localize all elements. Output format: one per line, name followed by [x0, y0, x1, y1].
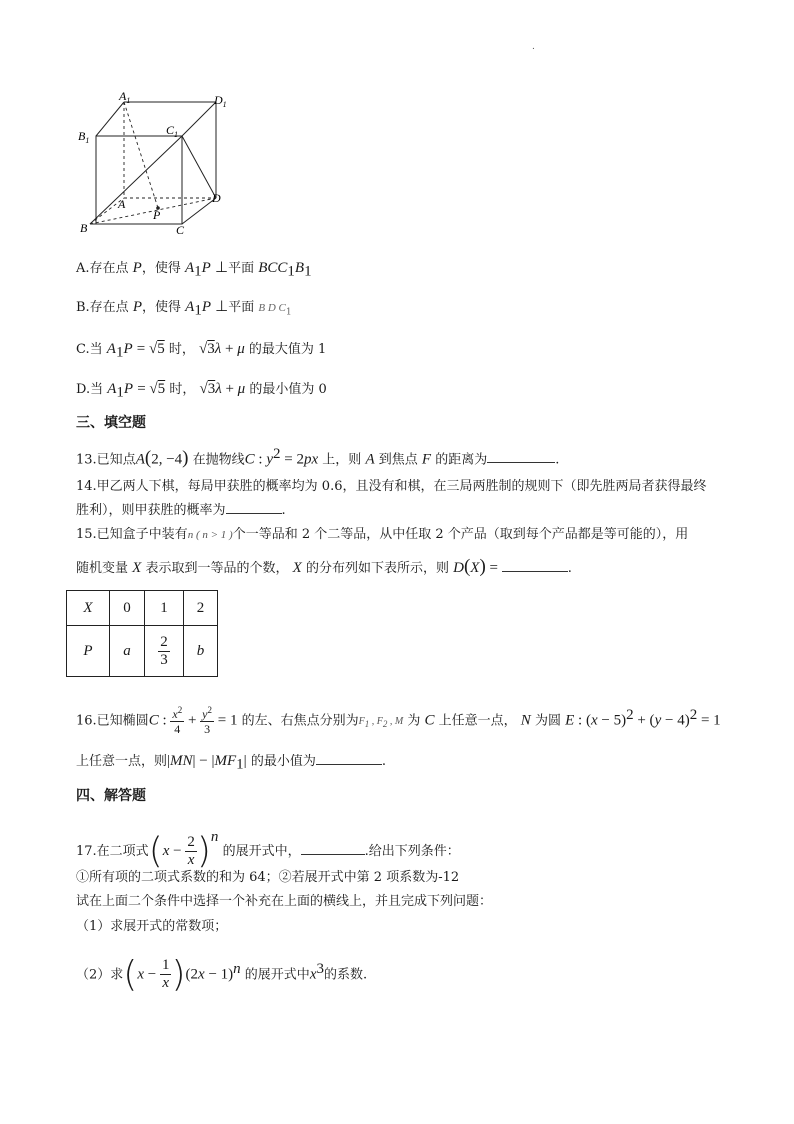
q15-line1-prefix: 15.已知盒子中装有	[76, 527, 188, 542]
q17-part1: （1）求展开式的常数项；	[76, 919, 228, 934]
q16-end: .	[381, 754, 386, 769]
option-c-prefix: C.当	[76, 342, 103, 357]
corner-dot: .	[532, 42, 535, 52]
q15-answer-blank[interactable]	[502, 559, 568, 572]
question-15-line1: 15.已知盒子中装有n ( n > 1 )个一等品和 2 个二等品，从中任取 2 个产品（取到每个产品都是等可能的），用	[76, 527, 689, 542]
q13-answer-blank[interactable]	[487, 450, 555, 463]
q14-answer-blank[interactable]	[226, 501, 282, 514]
option-c: C.当 $A_1P = √5$ 时， √3λ + μ 的最大值为 1	[76, 341, 327, 361]
q16-line2-suffix: 的最小值为	[250, 754, 316, 769]
q14-line2-prefix: 胜利），则甲获胜的概率为	[76, 503, 226, 518]
table-cell: P	[83, 642, 93, 659]
table-row	[67, 591, 218, 626]
q16-answer-blank[interactable]	[316, 752, 382, 765]
q17-instruction: 试在上面二个条件中选择一个补充在上面的横线上，并且完成下列问题：	[76, 894, 493, 909]
table-row	[67, 626, 218, 677]
section-heading-fill-in: 三、填空题	[76, 415, 146, 431]
q14-end: .	[281, 503, 286, 518]
section-heading-answer: 四、解答题	[76, 788, 146, 804]
q15-line2-mid: 表示取到一等品的个数，	[145, 561, 289, 576]
option-b-mid: ，使得	[142, 300, 182, 315]
option-a: A.存在点 P，使得 $A_1P$ ⊥平面 $BCC_1B_1$	[76, 260, 312, 280]
q16-mid4: 为圆	[534, 713, 561, 729]
q13-mid1: 在抛物线	[192, 452, 245, 468]
label-c: C	[176, 223, 185, 237]
label-c1: $C_1$	[166, 123, 179, 139]
q16-mid2: 为	[407, 713, 421, 729]
distribution-table	[66, 590, 218, 677]
q17-part2-mid: 的展开式中	[244, 967, 310, 983]
option-b-prefix: B.存在点	[76, 300, 129, 315]
q17-part2-prefix: （2）求	[76, 967, 124, 983]
q13-mid2: 上，则	[322, 452, 362, 468]
q17-part2: （2）求(x − $\frac{1}{x}$ )$(2x - 1)^n$ 的展开式中$x^3$的系数.	[76, 953, 368, 995]
q17-prefix: 17.在二项式	[76, 844, 149, 859]
q16-prefix: 16.已知椭圆	[76, 713, 149, 729]
table-cell: 1	[160, 599, 168, 616]
question-17: 17.在二项式(x − $\frac{2}{x}$ )$^n$ 的展开式中， .给出下列条件：	[76, 829, 460, 872]
option-d: D.当 $A_1P = √5$ 时， √3λ + μ 的最小值为 0	[76, 381, 327, 401]
table-cell: 2	[196, 599, 205, 616]
q16-line2-prefix: 上任意一点，则	[76, 754, 168, 769]
label-a: A	[118, 197, 126, 211]
question-15-line2: 随机变量 X 表示取到一等品的个数， X 的分布列如下表所示，则 D(X) = .	[76, 556, 572, 577]
cube-figure	[76, 92, 236, 242]
q16-mid3: 上任意一点，	[438, 713, 517, 729]
option-b: B.存在点 P，使得 $A_1P$ ⊥平面 B D $C_1$	[76, 299, 292, 319]
q17-answer-blank[interactable]	[301, 842, 365, 855]
option-a-prefix: A.存在点	[76, 261, 129, 276]
q16-mid1: 的左、右焦点分别为	[241, 713, 359, 729]
label-d1: $D_1$	[214, 93, 227, 109]
table-cell: 0	[123, 599, 131, 616]
q15-line2-mid2: 的分布列如下表所示，则	[305, 561, 449, 576]
q13-prefix: 13.已知点	[76, 452, 136, 468]
q13-mid3: 到焦点	[378, 452, 418, 468]
question-16-line1: 16.已知椭圆C : $\frac{x^2}{4}$ + $\frac{y^2}{3}$ = 1 的左、右焦点分别为$F_1$ , $F_2$ , M 为 C 上任意一点， N 为圆 E : $(x - 5)^2 + (y - 4)^2 = 1$	[76, 705, 721, 737]
option-a-mid: ，使得	[141, 261, 181, 276]
table-cell: X	[83, 599, 93, 616]
option-d-prefix: D.当	[76, 382, 104, 397]
label-b: B	[80, 221, 88, 235]
option-a-suffix: 平面	[228, 261, 255, 276]
label-a1: $A_1$	[119, 92, 131, 105]
label-d: D	[212, 191, 221, 205]
question-14-line1: 14.甲乙两人下棋，每局甲获胜的概率均为 0.6，且没有和棋，在三局两胜制的规则下（即先胜两局者获得最终	[76, 479, 707, 494]
option-c-mid: 时，	[168, 342, 195, 357]
q13-end: .	[555, 452, 560, 468]
q15-line1-suffix: 个一等品和 2 个二等品，从中任取 2 个产品（取到每个产品都是等可能的），用	[232, 527, 689, 542]
option-b-suffix: 平面	[228, 300, 255, 315]
q17-part2-suffix: 的系数.	[323, 967, 368, 983]
table-cell: b	[196, 642, 205, 659]
option-c-suffix: 的最大值为 1	[248, 342, 327, 357]
q15-end: .	[567, 561, 572, 576]
label-p: P	[153, 208, 161, 222]
option-d-suffix: 的最小值为 0	[249, 382, 327, 397]
question-14-line2	[76, 501, 286, 520]
q17-suffix: .给出下列条件：	[364, 844, 460, 859]
q17-mid: 的展开式中，	[222, 844, 301, 859]
question-16-line2: 上任意一点，则$|MN| - |MF_1|$ 的最小值为 .	[76, 753, 386, 773]
question-13: 13.已知点A(2, −4) 在抛物线C : $y^2 = 2px$ 上，则 A 到焦点 F 的距离为 .	[76, 446, 560, 469]
q17-conditions: ①所有项的二项式系数的和为 64；②若展开式中第 2 项系数为-12	[76, 870, 460, 885]
q15-line2-prefix: 随机变量	[76, 561, 129, 576]
option-d-mid: 时，	[169, 382, 196, 397]
table-cell-fraction: $\frac{2}{3}$	[160, 633, 168, 668]
q13-suffix: 的距离为	[435, 452, 488, 468]
label-b1: $B_1$	[78, 129, 90, 145]
table-cell: a	[123, 642, 131, 659]
